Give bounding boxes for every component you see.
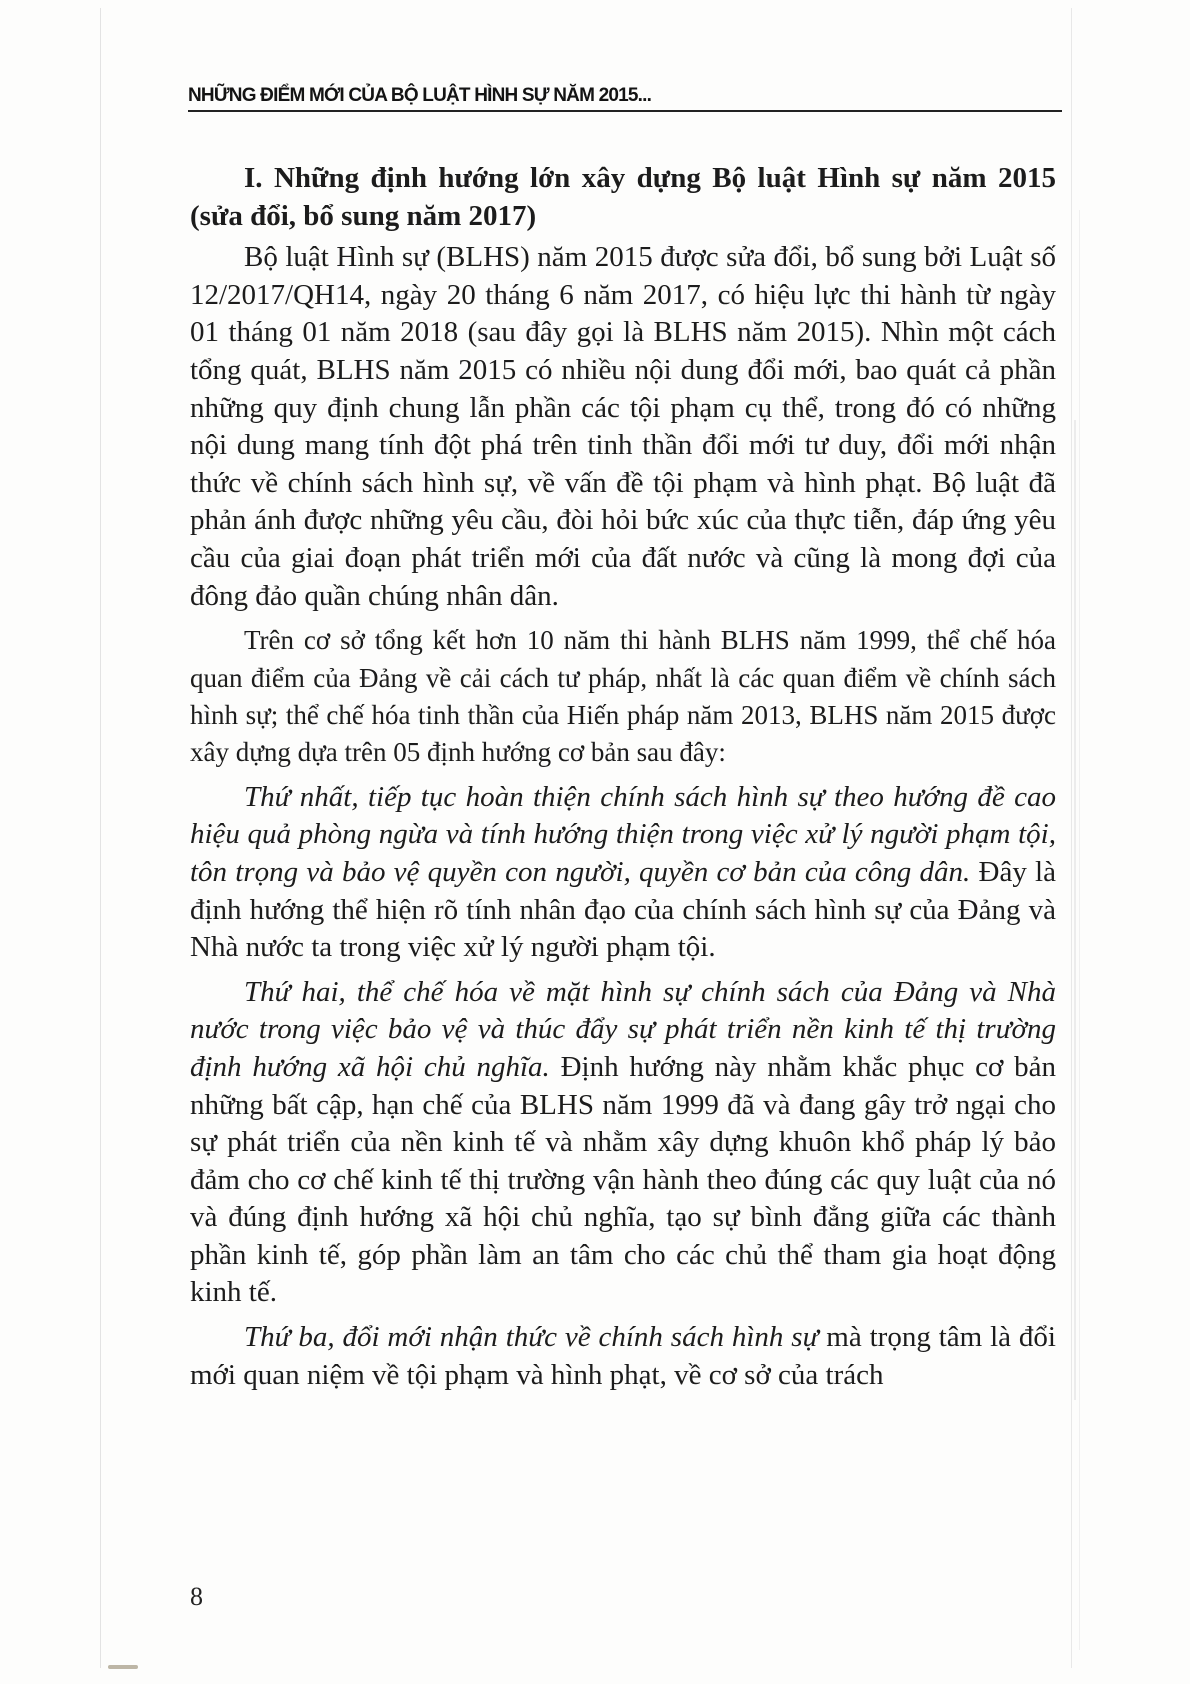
scan-artifact <box>108 1665 138 1669</box>
paragraph <box>190 779 1056 967</box>
paragraph <box>190 974 1056 1312</box>
section-heading: I. Những định hướng lớn xây dựng Bộ luật Hình sự năm 2015 (sửa đổi, bổ sung năm 2017) <box>190 162 1056 232</box>
paragraph: Bộ luật Hình sự (BLHS) năm 2015 được sửa đổi, bổ sung bởi Luật số 12/2017/QH14, ngày 20 tháng 6 năm 2017, có hiệu lực thi hành từ ngày 01 tháng 01 năm 2018 (sau đây gọi là BLHS năm 2015). Nhìn một cách tổng quát, BLHS năm 2015 có nhiều nội dung đổi mới, bao quát cả phần những quy định chung lẫn phần các tội phạm cụ thể, trong đó có những nội dung mang tính đột phá trên tinh thần đổi mới tư duy, đổi mới nhận thức về chính sách hình sự, về vấn đề tội phạm và hình phạt. Bộ luật đã phản ánh được những yêu cầu, đòi hỏi bức xúc của thực tiễn, đáp ứng yêu cầu của giai đoạn phát triển mới của đất nước và cũng là mong đợi của đông đảo quần chúng nhân dân. <box>190 241 1056 612</box>
paragraph <box>190 1319 1056 1394</box>
paragraph-text: mà trọng tâm là đổi mới quan niệm về tội phạm và hình phạt, về cơ sở của trách <box>190 1321 1056 1391</box>
italic-lead: Thứ hai, thể chế hóa về mặt hình sự chính sách của Đảng và Nhà nước trong việc bảo vệ và thúc đẩy sự phát triển nền kinh tế thị trường định hướng xã hội chủ nghĩa. <box>190 975 1056 1083</box>
page-number: 8 <box>190 1582 203 1611</box>
scan-shadow-line <box>1074 420 1076 1400</box>
paragraph-text: Đây là định hướng thể hiện rõ tính nhân đạo của chính sách hình sự của Đảng và Nhà nước ta trong việc xử lý người phạm tội. <box>190 855 1056 964</box>
italic-lead: Thứ nhất, tiếp tục hoàn thiện chính sách hình sự theo hướng đề cao hiệu quả phòng ngừa và tính hướng thiện trong việc xử lý người phạm tội, tôn trọng và bảo vệ quyền con người, quyền cơ bản của công dân. <box>190 780 1056 888</box>
scan-shadow-line <box>1079 210 1080 1650</box>
page-content <box>190 160 1056 1401</box>
italic-lead: Thứ ba, đổi mới nhận thức về chính sách hình sự <box>244 1321 819 1354</box>
paragraph-text: Định hướng này nhằm khắc phục cơ bản những bất cập, hạn chế của BLHS năm 1999 đã và đang gây trở ngại cho sự phát triển của nền kinh tế và nhằm xây dựng khuôn khổ pháp lý bảo đảm cho cơ chế kinh tế thị trường vận hành theo đúng các quy luật của nó và đúng định hướng xã hội chủ nghĩa, tạo sự bình đẳng giữa các thành phần kinh tế, góp phần làm an tâm cho các chủ thể tham gia hoạt động kinh tế. <box>190 1050 1057 1309</box>
running-header: NHỮNG ĐIỂM MỚI CỦA BỘ LUẬT HÌNH SỰ NĂM 2015... <box>188 85 652 106</box>
paragraph: Trên cơ sở tổng kết hơn 10 năm thi hành BLHS năm 1999, thể chế hóa quan điểm của Đảng về cải cách tư pháp, nhất là các quan điểm về chính sách hình sự; thể chế hóa tinh thần của Hiến pháp năm 2013, BLHS năm 2015 được xây dựng dựa trên 05 định hướng cơ bản sau đây: <box>190 625 1056 768</box>
header-rule <box>188 110 1062 112</box>
